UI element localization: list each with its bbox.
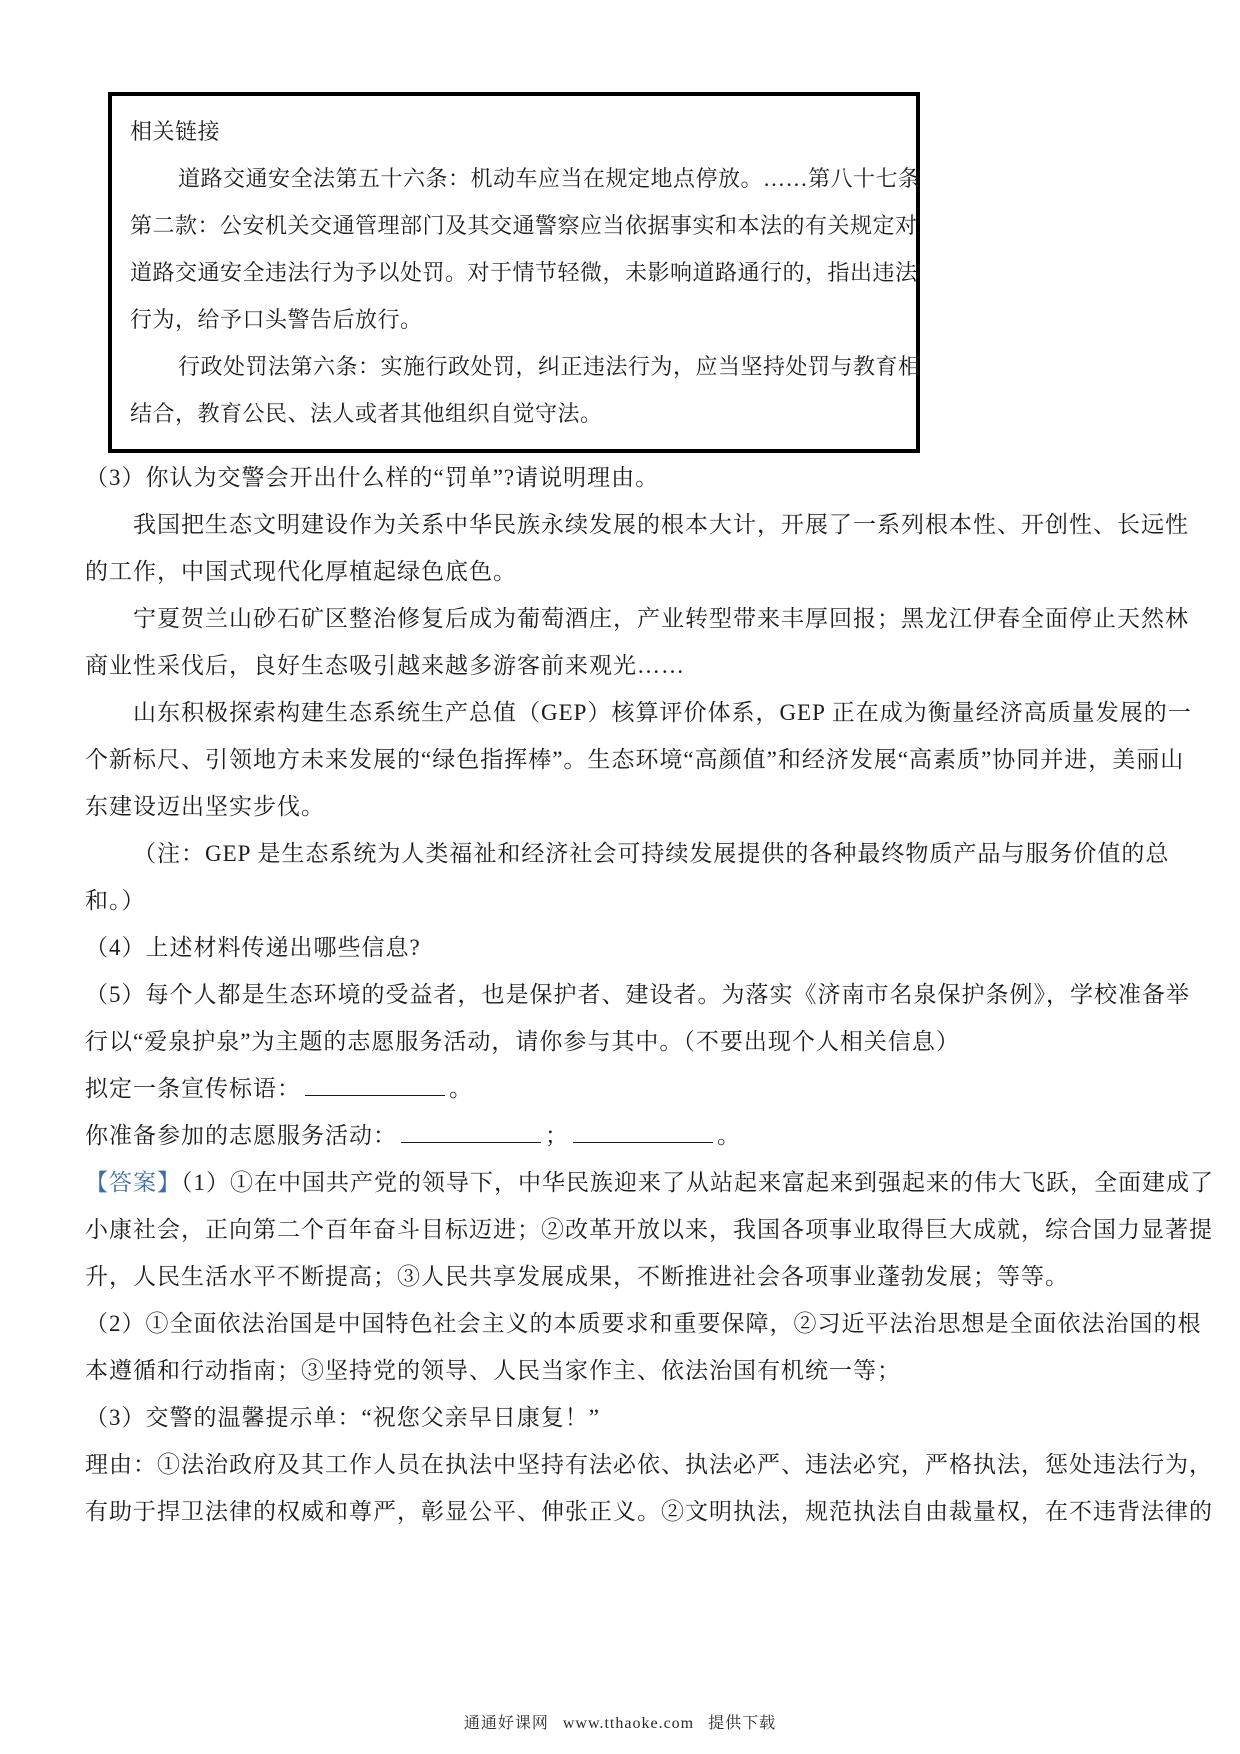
answer-line: 小康社会，正向第二个百年奋斗目标迈进；②改革开放以来，我国各项事业取得巨大成就，综合国力显著提 bbox=[85, 1217, 1213, 1242]
answer-section bbox=[85, 1206, 1213, 1535]
related-links-line: 相关链接 bbox=[130, 119, 221, 144]
text-line: 商业性采伐后，良好生态吸引越来越多游客前来观光…… bbox=[85, 653, 685, 678]
answer-line: （2）①全面依法治国是中国特色社会主义的本质要求和重要保障，②习近平法治思想是全面依法治国的根 bbox=[85, 1311, 1202, 1336]
answer-line: 有助于捍卫法律的权威和尊严，彰显公平、伸张正义。②文明执法，规范执法自由裁量权，在不违背法律的 bbox=[85, 1499, 1213, 1524]
related-links-line: 道路交通安全法第五十六条：机动车应当在规定地点停放。……第八十七条 bbox=[178, 166, 921, 191]
related-links-line: 行为，给予口头警告后放行。 bbox=[130, 307, 423, 332]
text-line: 我国把生态文明建设作为关系中华民族永续发展的根本大计，开展了一系列根本性、开创性、长远性 bbox=[133, 512, 1189, 537]
activity-blank-underline-1 bbox=[401, 1118, 541, 1143]
related-links-line: 行政处罚法第六条：实施行政处罚，纠正违法行为，应当坚持处罚与教育相 bbox=[178, 354, 921, 379]
activity-period: 。 bbox=[717, 1123, 741, 1148]
text-line: 山东积极探索构建生态系统生产总值（GEP）核算评价体系，GEP 正在成为衡量经济高质量发展的一 bbox=[133, 700, 1192, 725]
text-line: （4）上述材料传递出哪些信息? bbox=[85, 935, 421, 960]
slogan-blank-underline bbox=[305, 1071, 445, 1096]
related-links-line: 道路交通安全违法行为予以处罚。对于情节轻微，未影响道路通行的，指出违法 bbox=[130, 260, 918, 285]
text-line: （3）你认为交警会开出什么样的“罚单”?请说明理由。 bbox=[85, 465, 660, 490]
footer-download-note: 提供下载 bbox=[708, 1715, 777, 1732]
question-material-section bbox=[85, 454, 1192, 1065]
text-line: 的工作，中国式现代化厚植起绿色底色。 bbox=[85, 559, 517, 584]
document-body bbox=[85, 454, 1214, 1535]
related-links-box bbox=[108, 92, 920, 453]
answer-label: 【答案】 bbox=[85, 1170, 181, 1195]
related-links-line: 结合，教育公民、法人或者其他组织自觉守法。 bbox=[130, 401, 603, 426]
related-links-line: 第二款：公安机关交通管理部门及其交通警察应当依据事实和本法的有关规定对 bbox=[130, 213, 918, 238]
activity-blank-underline-2 bbox=[573, 1118, 713, 1143]
text-line: 宁夏贺兰山砂石矿区整治修复后成为葡萄酒庄，产业转型带来丰厚回报；黑龙江伊春全面停止天然林 bbox=[133, 606, 1189, 631]
text-line: 和。） bbox=[85, 888, 146, 913]
answer-line: 本遵循和行动指南；③坚持党的领导、人民当家作主、依法治国有机统一等； bbox=[85, 1358, 901, 1383]
slogan-period: 。 bbox=[449, 1076, 473, 1101]
text-line: 东建设迈出坚实步伐。 bbox=[85, 794, 325, 819]
text-line: 行以“爱泉护泉”为主题的志愿服务活动，请你参与其中。（不要出现个人相关信息） bbox=[85, 1029, 960, 1054]
answer-first-line bbox=[85, 1159, 1214, 1206]
text-line: （5）每个人都是生态环境的受益者，也是保护者、建设者。为落实《济南市名泉保护条例》，学校准备举 bbox=[85, 982, 1190, 1007]
slogan-prefix: 拟定一条宣传标语： bbox=[85, 1076, 301, 1101]
answer-line: （3）交警的温馨提示单：“祝您父亲早日康复！” bbox=[85, 1405, 600, 1430]
footer-site-name: 通通好课网 bbox=[463, 1715, 549, 1732]
activity-fill-line bbox=[85, 1112, 1157, 1159]
answer-line: 升，人民生活水平不断提高；③人民共享发展成果，不断推进社会各项事业蓬勃发展；等等。 bbox=[85, 1264, 1069, 1289]
answer-line: 理由：①法治政府及其工作人员在执法中坚持有法必依、执法必严、违法必究，严格执法，惩处违法行为， bbox=[85, 1452, 1213, 1477]
footer-url: www.tthaoke.com bbox=[562, 1715, 695, 1732]
text-line: （注：GEP 是生态系统为人类福祉和经济社会可持续发展提供的各种最终物质产品与服务价值的总 bbox=[133, 841, 1170, 866]
slogan-fill-line bbox=[85, 1065, 1157, 1112]
answer-first-line-text: （1）①在中国共产党的领导下，中华民族迎来了从站起来富起来到强起来的伟大飞跃，全面建成了 bbox=[181, 1170, 1214, 1195]
activity-semicolon: ； bbox=[545, 1123, 569, 1148]
text-line: 个新标尺、引领地方未来发展的“绿色指挥棒”。生态环境“高颜值”和经济发展“高素质”协同并进，美丽山 bbox=[85, 747, 1185, 772]
page-footer bbox=[0, 1710, 1240, 1733]
activity-prefix: 你准备参加的志愿服务活动： bbox=[85, 1123, 397, 1148]
